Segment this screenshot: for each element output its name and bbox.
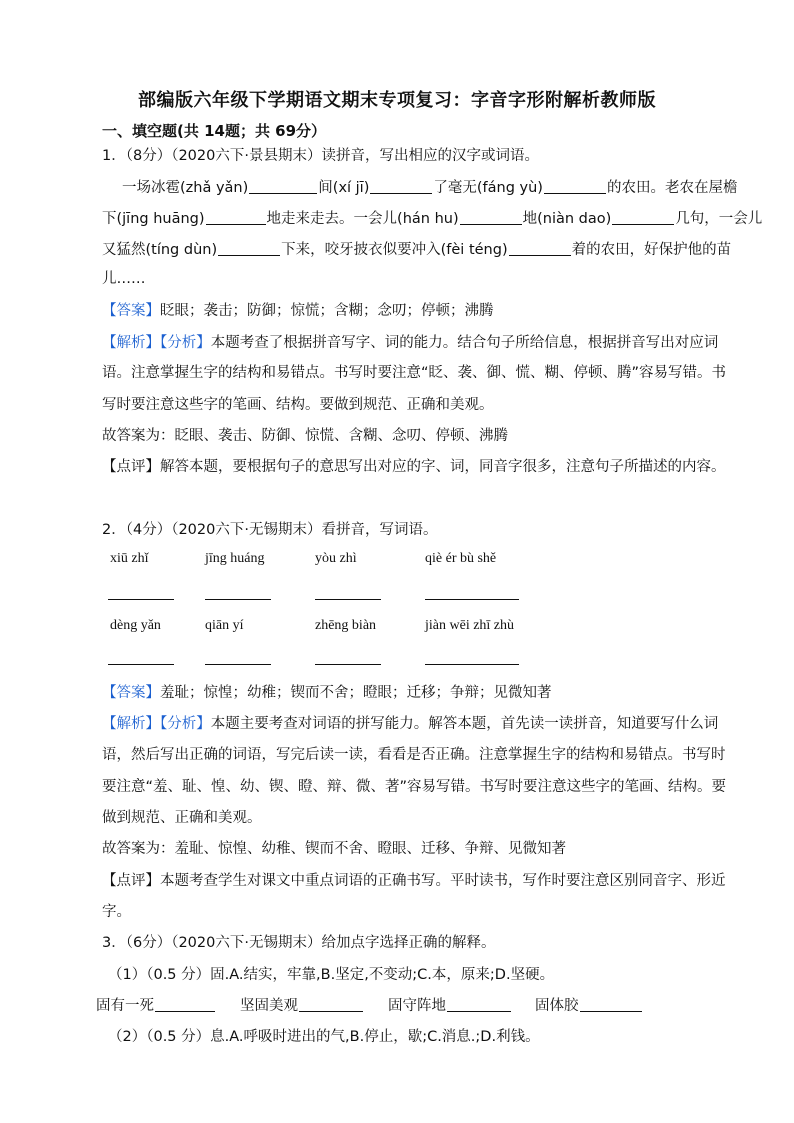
- q2-analysis-line-4: 做到规范、正确和美观。: [102, 810, 262, 826]
- q2-analysis-line-3: 要注意“羞、耻、惶、幼、锲、瞪、辩、微、著”容易写错。书写时要注意这些字的笔画、结构。要: [102, 779, 727, 795]
- q2-pinyin-4: qiè ér bù shě: [425, 551, 497, 566]
- q3-word-1: 固有一死: [96, 996, 216, 1016]
- q2-pinyin-5: dèng yǎn: [110, 618, 161, 633]
- q1-stem: 1．（8分）（2020六下·景县期末）读拼音，写出相应的汉字或词语。: [102, 148, 539, 164]
- q1-passage-line-1: 一场冰雹(zhǎ yǎn) 间(xí jī) 了毫无(fáng yù) 的农田。老农在屋檐: [122, 180, 738, 196]
- q2-stem: 2．（4分）（2020六下·无锡期末）看拼音，写词语。: [102, 522, 438, 538]
- q3-sub2: （2）（0.5 分）息.A.呼吸时进出的气,B.停止，歇;C.消息.;D.利钱。: [108, 1029, 540, 1045]
- q2-comment-line-2: 字。: [102, 904, 131, 920]
- q2-answer-blank[interactable]: [425, 664, 519, 665]
- q1-passage-line-2: 下(jīng huāng) 地走来走去。一会儿(hán hu) 地(niàn dao) 几句，一会儿: [102, 211, 763, 227]
- q2-answer-blank[interactable]: [108, 664, 174, 665]
- q2-answer: 【答案】羞耻；惊惶；幼稚；锲而不舍；瞪眼；迁移；争辩；见微知著: [102, 685, 552, 701]
- q2-pinyin-8: jiàn wēi zhī zhù: [425, 618, 515, 633]
- q2-pinyin-1: xiū zhǐ: [110, 551, 149, 566]
- q1-passage-line-4: 儿……: [102, 271, 146, 287]
- q1-analysis-line-2: 语。注意掌握生字的结构和易错点。书写时要注意“眨、袭、御、慌、糊、停顿、腾”容易写错。书: [102, 365, 727, 381]
- q2-analysis-line-1: 【解析】【分析】本题主要考查对词语的拼写能力。解答本题，首先读一读拼音，知道要写什么词: [102, 716, 719, 732]
- q3-word-4: 固体胶: [535, 996, 643, 1016]
- q2-answer-blank[interactable]: [108, 599, 174, 600]
- section-heading: 一、填空题(共 14题；共 69分）: [102, 122, 327, 140]
- q1-answer: 【答案】眨眼；袭击；防御；惊慌；含糊；念叨；停顿；沸腾: [102, 303, 494, 319]
- q2-answer-blank[interactable]: [315, 664, 381, 665]
- q1-analysis-line-1: 【解析】【分析】本题考查了根据拼音写字、词的能力。结合句子所给信息，根据拼音写出对应词: [102, 335, 719, 351]
- q3-stem: 3．（6分）（2020六下·无锡期末）给加点字选择正确的解释。: [102, 935, 496, 951]
- q2-answer-blank[interactable]: [425, 599, 519, 600]
- q3-word-3: 固守阵地: [388, 996, 512, 1016]
- q3-sub1: （1）（0.5 分）固.A.结实，牢靠,B.坚定,不变动;C.本，原来;D.坚硬。: [108, 967, 555, 983]
- q1-analysis-line-3: 写时要注意这些字的笔画、结构。要做到规范、正确和美观。: [102, 397, 494, 413]
- q2-analysis-line-2: 语，然后写出正确的词语，写完后读一读，看看是否正确。注意掌握生字的结构和易错点。书写时: [102, 747, 726, 763]
- q1-passage-line-3: 又猛然(tíng dùn) 下来，咬牙披衣似要冲入(fèi téng) 着的农田，好保护他的苗: [102, 242, 732, 258]
- q2-comment-line-1: 【点评】本题考查学生对课文中重点词语的正确书写。平时读书，写作时要注意区别同音字、形近: [102, 873, 726, 889]
- q1-comment: 【点评】解答本题，要根据句子的意思写出对应的字、词，同音字很多，注意句子所描述的内容。: [102, 459, 726, 475]
- q2-pinyin-7: zhēng biàn: [315, 618, 377, 633]
- q2-answer-blank[interactable]: [315, 599, 381, 600]
- q2-final-answer: 故答案为：羞耻、惊惶、幼稚、锲而不舍、瞪眼、迁移、争辩、见微知著: [102, 841, 566, 857]
- document-title: 部编版六年级下学期语文期末专项复习：字音字形附解析教师版: [138, 90, 656, 111]
- q1-final-answer: 故答案为：眨眼、袭击、防御、惊慌、含糊、念叨、停顿、沸腾: [102, 428, 508, 444]
- q2-pinyin-2: jīng huáng: [205, 551, 265, 566]
- q2-answer-blank[interactable]: [205, 599, 271, 600]
- q3-word-2: 坚固美观: [240, 996, 364, 1016]
- q2-pinyin-6: qiān yí: [205, 618, 244, 633]
- q2-answer-blank[interactable]: [205, 664, 271, 665]
- q2-pinyin-3: yòu zhì: [315, 551, 357, 566]
